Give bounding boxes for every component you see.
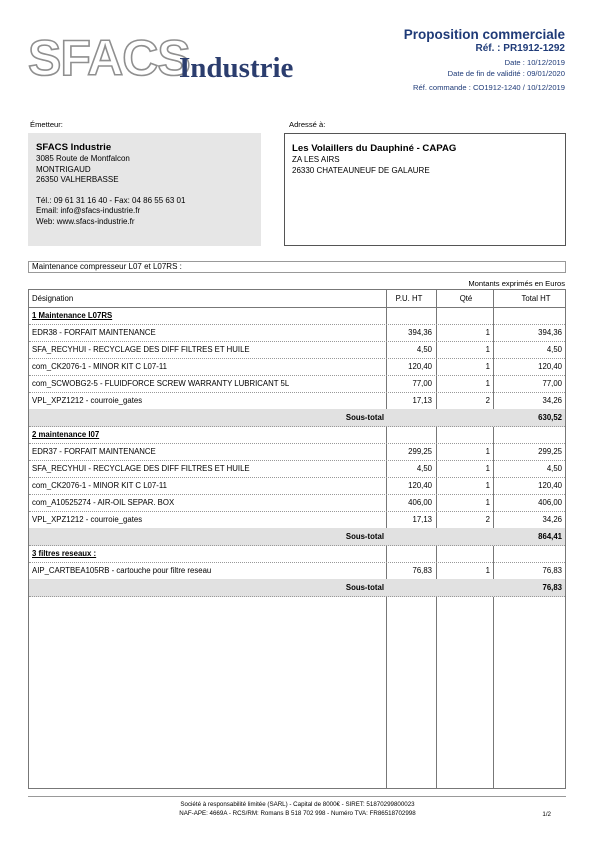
table-row	[29, 494, 565, 512]
item-total: 394,36	[538, 328, 562, 337]
item-designation: SFA_RECYHUI - RECYCLAGE DES DIFF FILTRES ET HUILE	[32, 464, 250, 473]
subtotal-row	[29, 579, 565, 597]
item-qty: 2	[485, 396, 490, 405]
item-unit-price: 120,40	[408, 362, 432, 371]
item-designation: com_A10525274 - AIR-OIL SEPAR. BOX	[32, 498, 175, 507]
issuer-address-line: 3085 Route de Montfalcon	[36, 154, 130, 163]
issuer-website: Web: www.sfacs-industrie.fr	[36, 216, 135, 226]
item-designation: SFA_RECYHUI - RECYCLAGE DES DIFF FILTRES ET HUILE	[32, 345, 250, 354]
order-ref: Réf. commande : CO1912-1240 / 10/12/2019	[413, 83, 565, 92]
item-total: 4,50	[546, 345, 562, 354]
item-qty: 1	[485, 345, 490, 354]
validity-date: Date de fin de validité : 09/01/2020	[447, 69, 565, 78]
issuer-email: Email: info@sfacs-industrie.fr	[36, 206, 141, 216]
item-total: 77,00	[542, 379, 562, 388]
item-total: 406,00	[538, 498, 562, 507]
logo-suffix: Industrie	[179, 52, 294, 84]
issuer-label: Émetteur:	[30, 120, 63, 129]
item-unit-price: 394,36	[408, 328, 432, 337]
table-row	[29, 324, 565, 342]
recipient-name: Les Volaillers du Dauphiné - CAPAG	[292, 143, 457, 154]
currency-note: Montants exprimés en Euros	[468, 279, 565, 288]
item-qty: 1	[485, 362, 490, 371]
item-qty: 1	[485, 566, 490, 575]
items-table	[28, 289, 566, 789]
item-qty: 1	[485, 481, 490, 490]
footer-divider	[28, 796, 566, 797]
table-row	[29, 460, 565, 478]
item-qty: 1	[485, 379, 490, 388]
subtotal-row	[29, 528, 565, 546]
item-designation: com_CK2076-1 - MINOR KIT C L07-11	[32, 481, 167, 490]
header-qty: Qté	[459, 294, 473, 303]
section-row	[29, 307, 565, 325]
issuer-box	[28, 133, 261, 246]
document-date: Date : 10/12/2019	[504, 58, 565, 67]
footer-legal-line: Société à responsabilité limitée (SARL) - Capital de 8000€ - SIRET: 51870299800023	[180, 801, 415, 808]
item-total: 34,26	[542, 396, 562, 405]
subtotal-label: Sous-total	[345, 413, 384, 422]
recipient-box	[284, 133, 566, 246]
item-total: 120,40	[538, 362, 562, 371]
item-unit-price: 17,13	[412, 396, 432, 405]
section-row	[29, 545, 565, 563]
item-unit-price: 77,00	[412, 379, 432, 388]
section-title: 1 Maintenance L07RS	[32, 311, 113, 320]
item-qty: 1	[485, 447, 490, 456]
header-unit-price: P.U. HT	[395, 294, 423, 303]
section-title: 3 filtres reseaux :	[32, 549, 97, 558]
page-number: 1/2	[542, 811, 551, 818]
item-unit-price: 17,13	[412, 515, 432, 524]
section-row	[29, 426, 565, 444]
table-row	[29, 375, 565, 393]
recipient-label: Adressé à:	[289, 120, 326, 129]
item-total: 76,83	[542, 566, 562, 575]
document-title: Proposition commerciale	[403, 27, 565, 42]
item-qty: 1	[485, 498, 490, 507]
item-designation: com_SCWOBG2-5 - FLUIDFORCE SCREW WARRANTY LUBRICANT 5L	[32, 379, 290, 388]
item-qty: 2	[485, 515, 490, 524]
item-unit-price: 406,00	[408, 498, 432, 507]
recipient-address-line: ZA LES AIRS	[292, 155, 340, 164]
item-unit-price: 4,50	[416, 345, 432, 354]
recipient-address-line: 26330 CHATEAUNEUF DE GALAURE	[292, 165, 430, 175]
subtotal-value: 630,52	[538, 413, 562, 422]
table-row	[29, 477, 565, 495]
table-row	[29, 358, 565, 376]
item-qty: 1	[485, 464, 490, 473]
item-designation: EDR38 - FORFAIT MAINTENANCE	[32, 328, 156, 337]
subtotal-label: Sous-total	[345, 583, 384, 592]
company-logo	[28, 32, 318, 84]
subject-line: Maintenance compresseur L07 et L07RS :	[28, 261, 566, 273]
table-header	[29, 290, 565, 308]
logo-brand: SFACS	[28, 30, 190, 86]
subtotal-value: 864,41	[538, 532, 562, 541]
table-row	[29, 392, 565, 410]
issuer-phone: Tél.: 09 61 31 16 40 - Fax: 04 86 55 63 01	[36, 195, 186, 205]
subtotal-label: Sous-total	[345, 532, 384, 541]
item-unit-price: 4,50	[416, 464, 432, 473]
item-designation: EDR37 - FORFAIT MAINTENANCE	[32, 447, 156, 456]
issuer-address-line: MONTRIGAUD	[36, 164, 91, 174]
item-designation: VPL_XPZ1212 - courroie_gates	[32, 515, 143, 524]
table-row	[29, 562, 565, 580]
header-total: Total HT	[521, 294, 551, 303]
item-unit-price: 299,25	[408, 447, 432, 456]
item-unit-price: 120,40	[408, 481, 432, 490]
item-total: 4,50	[546, 464, 562, 473]
issuer-name: SFACS Industrie	[36, 142, 112, 153]
subtotal-value: 76,83	[542, 583, 562, 592]
section-title: 2 maintenance l07	[32, 430, 100, 439]
subtotal-row	[29, 409, 565, 427]
header-designation: Désignation	[32, 294, 74, 303]
item-total: 120,40	[538, 481, 562, 490]
document-ref: Réf. : PR1912-1292	[475, 43, 565, 54]
item-qty: 1	[485, 328, 490, 337]
table-row	[29, 341, 565, 359]
item-designation: AIP_CARTBEA105RB - cartouche pour filtre reseau	[32, 566, 212, 575]
footer-legal-line: NAF-APE: 4669A - RCS/RM: Romans B 518 702 998 - Numéro TVA: FR86518702998	[179, 810, 416, 817]
item-designation: com_CK2076-1 - MINOR KIT C L07-11	[32, 362, 167, 371]
table-row	[29, 511, 565, 529]
item-designation: VPL_XPZ1212 - courroie_gates	[32, 396, 143, 405]
item-unit-price: 76,83	[412, 566, 432, 575]
item-total: 299,25	[538, 447, 562, 456]
table-row	[29, 443, 565, 461]
issuer-address-line: 26350 VALHERBASSE	[36, 175, 119, 185]
item-total: 34,26	[542, 515, 562, 524]
